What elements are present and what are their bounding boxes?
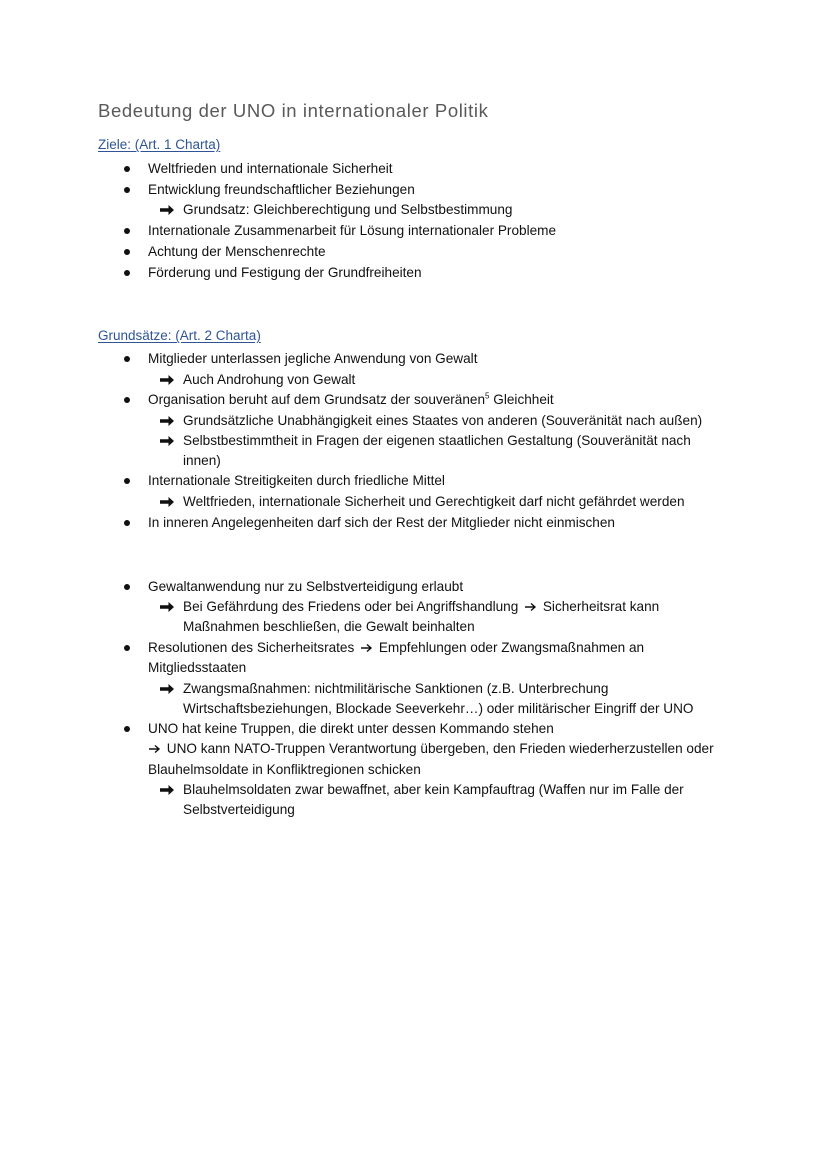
sub-list-item: Grundsätzliche Unabhängigkeit eines Staates von anderen (Souveränität nach außen)	[183, 413, 703, 428]
sub-list-item-continuation: innen)	[183, 453, 221, 468]
bullet-icon	[124, 228, 130, 234]
sub-list-item: Blauhelmsoldaten zwar bewaffnet, aber kein Kampfauftrag (Waffen nur im Falle der	[183, 782, 684, 797]
bullet-icon	[124, 645, 130, 651]
arrow-right-icon	[159, 374, 175, 386]
list-item: Mitglieder unterlassen jegliche Anwendung von Gewalt	[148, 351, 478, 366]
section-heading-grundsaetze: Grundsätze: (Art. 2 Charta)	[98, 328, 261, 343]
list-item: UNO hat keine Truppen, die direkt unter dessen Kommando stehen	[148, 721, 554, 736]
list-item: Entwicklung freundschaftlicher Beziehungen	[148, 182, 415, 197]
sub-list-item: Auch Androhung von Gewalt	[183, 372, 356, 387]
sub-list-item: Weltfrieden, internationale Sicherheit und Gerechtigkeit darf nicht gefährdet werden	[183, 494, 685, 509]
list-item-continuation: Blauhelmsoldate in Konfliktregionen schicken	[148, 762, 421, 777]
thin-arrow-right-icon	[360, 643, 373, 653]
sub-list-item: Selbstbestimmtheit in Fragen der eigenen staatlichen Gestaltung (Souveränität nach	[183, 433, 691, 448]
arrow-right-icon	[159, 784, 175, 796]
page-title: Bedeutung der UNO in internationaler Politik	[98, 100, 489, 121]
bullet-icon	[124, 726, 130, 732]
list-item	[148, 392, 554, 408]
footnote-marker: 5	[485, 391, 490, 401]
list-item-text: Gleichheit	[493, 392, 554, 407]
arrow-right-icon	[159, 683, 175, 695]
arrow-right-icon	[159, 415, 175, 427]
list-item: Weltfrieden und internationale Sicherheit	[148, 161, 393, 176]
list-item-text: UNO kann NATO-Truppen Verantwortung übergeben, den Frieden wiederherzustellen oder	[166, 741, 714, 756]
thin-arrow-right-icon	[148, 744, 161, 754]
bullet-icon	[124, 187, 130, 193]
sub-list-item: Zwangsmaßnahmen: nichtmilitärische Sanktionen (z.B. Unterbrechung	[183, 681, 609, 696]
list-item: Gewaltanwendung nur zu Selbstverteidigung erlaubt	[148, 579, 464, 594]
list-item: Achtung der Menschenrechte	[148, 244, 326, 259]
list-item-text: Resolutionen des Sicherheitsrates	[148, 640, 355, 655]
list-item-text: Sicherheitsrat kann	[542, 599, 660, 614]
bullet-icon	[124, 270, 130, 276]
arrow-right-icon	[159, 204, 175, 216]
list-item: Internationale Streitigkeiten durch friedliche Mittel	[148, 473, 445, 488]
list-item	[148, 640, 644, 656]
arrow-right-icon	[159, 496, 175, 508]
bullet-icon	[124, 397, 130, 403]
bullet-icon	[124, 166, 130, 172]
sub-list-item	[183, 599, 659, 615]
section-heading-ziele: Ziele: (Art. 1 Charta)	[98, 137, 221, 152]
arrow-right-icon	[159, 435, 175, 447]
bullet-icon	[124, 249, 130, 255]
bullet-icon	[124, 584, 130, 590]
sub-list-item: Grundsatz: Gleichberechtigung und Selbstbestimmung	[183, 202, 513, 217]
list-item-continuation	[148, 741, 714, 757]
sub-list-item-continuation: Maßnahmen beschließen, die Gewalt beinhalten	[183, 619, 475, 634]
list-item-text: Organisation beruht auf dem Grundsatz der souveränen	[148, 392, 486, 407]
list-item: Internationale Zusammenarbeit für Lösung internationaler Probleme	[148, 223, 557, 238]
bullet-icon	[124, 520, 130, 526]
sub-list-item-continuation: Wirtschaftsbeziehungen, Blockade Seeverkehr…) oder militärischer Eingriff der UNO	[183, 701, 694, 716]
list-item-continuation: Mitgliedsstaaten	[148, 660, 247, 675]
thin-arrow-right-icon	[524, 602, 537, 612]
sub-list-item-continuation: Selbstverteidigung	[183, 802, 295, 817]
list-item: In inneren Angelegenheiten darf sich der Rest der Mitglieder nicht einmischen	[148, 515, 615, 530]
list-item-text: Empfehlungen oder Zwangsmaßnahmen an	[378, 640, 645, 655]
list-item: Förderung und Festigung der Grundfreiheiten	[148, 265, 422, 280]
arrow-right-icon	[159, 601, 175, 613]
bullet-icon	[124, 478, 130, 484]
bullet-icon	[124, 356, 130, 362]
list-item-text: Bei Gefährdung des Friedens oder bei Angriffshandlung	[183, 599, 519, 614]
